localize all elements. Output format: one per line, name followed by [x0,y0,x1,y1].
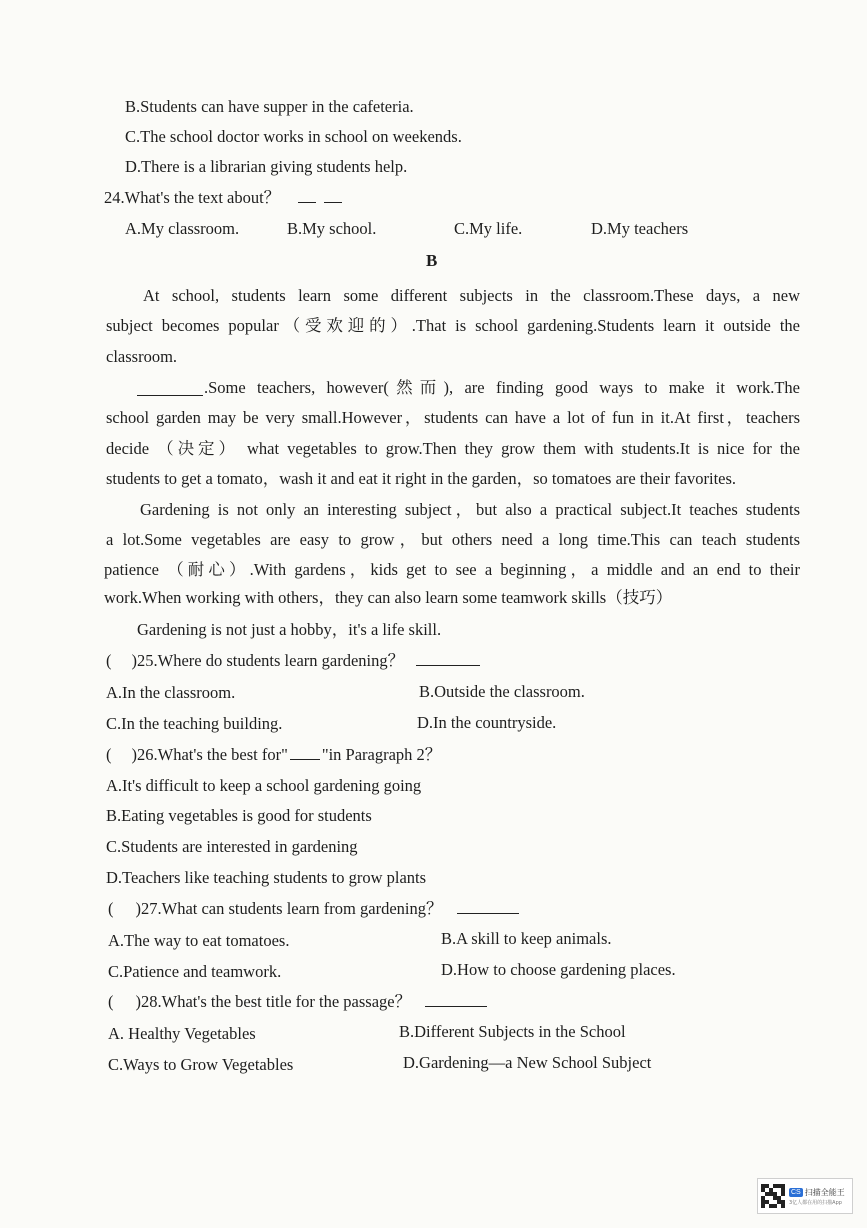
q26-option-d: D.Teachers like teaching students to grow plants [106,868,427,887]
q27-option-b: B.A skill to keep animals. [441,929,612,948]
answer-blank [425,992,487,1007]
q28-option-d: D.Gardening—a New School Subject [403,1053,652,1072]
q27-option-c: C.Patience and teamwork. [108,962,282,981]
passage-p2-line2: school garden may be very small.However，students can have a lot of fun in it.At first，teachers [106,408,800,427]
q25-stem-text: )25.Where do students learn gardening？ [131,651,405,670]
passage-p3-line2: a lot.Some vegetables are easy to grow，but others need a long time.This can teach students [106,530,800,549]
q24-option-a: A.My classroom. [125,219,240,238]
passage-p2-line3: decide （决定） what vegetables to grow.Then they grow them with students.It is nice for the [106,439,800,458]
q26-option-b: B.Eating vegetables is good for students [106,806,372,825]
q24-stem [104,188,342,208]
q28-stem [108,992,487,1012]
passage-p3-line1: Gardening is not only an interesting subject，but also a practical subject.It teaches students [140,500,800,519]
q27-stem-text: )27.What can students learn from gardening？ [135,899,443,918]
q27-option-a: A.The way to eat tomatoes. [108,931,290,950]
passage-p2-line1: .Some teachers, however(然而), are finding good ways to make it work.The [204,378,800,397]
q26-stem-text: )26.What's the best for" [131,745,288,764]
passage-p4-line1: Gardening is not just a hobby，it's a life skill. [137,620,442,639]
paragraph-blank [137,381,203,396]
qr-code-icon [761,1184,785,1208]
passage-p2-line4: students to get a tomato，wash it and eat it right in the garden，so tomatoes are their favorites. [106,469,737,488]
q24-stem-text: 24.What's the text about？ [104,188,281,207]
q26-option-c: C.Students are interested in gardening [106,837,358,856]
passage-p3-line3: patience （耐心）.With gardens，kids get to see a beginning，a middle and an end to their [104,560,800,579]
answer-paren: ( [106,745,112,764]
q27-stem [108,899,519,919]
q25-option-c: C.In the teaching building. [106,714,283,733]
scanner-watermark [757,1178,853,1214]
answer-paren: ( [106,651,112,670]
q24-option-d: D.My teachers [591,219,689,238]
q25-option-b: B.Outside the classroom. [419,682,585,701]
q26-option-a: A.It's difficult to keep a school gardening going [106,776,422,795]
q25-option-a: A.In the classroom. [106,683,236,702]
passage-p1-line1: At school, students learn some different subjects in the classroom.These days, a new [143,286,800,305]
q23-option-b: B.Students can have supper in the cafeteria. [125,97,414,116]
q23-option-d: D.There is a librarian giving students help. [125,157,408,176]
scanner-brand: 扫描全能王 [804,1187,845,1197]
q28-stem-text: )28.What's the best title for the passage？ [135,992,412,1011]
answer-blank [290,745,320,760]
q23-option-c: C.The school doctor works in school on weekends. [125,127,462,146]
passage-p3-line4: work.When working with others，they can also learn some teamwork skills（技巧） [104,588,673,607]
answer-blank [324,188,342,203]
q25-option-d: D.In the countryside. [417,713,557,732]
q26-stem-tail: "in Paragraph 2？ [321,745,442,764]
q26-stem [106,745,441,765]
q24-option-c: C.My life. [454,219,523,238]
answer-blank [416,651,480,666]
q24-option-b: B.My school. [287,219,377,238]
q25-stem [106,651,480,671]
q27-option-d: D.How to choose gardening places. [441,960,676,979]
section-b-heading: B [426,251,438,270]
answer-paren: ( [108,899,114,918]
answer-paren: ( [108,992,114,1011]
q28-option-a: A. Healthy Vegetables [108,1024,256,1043]
passage-p1-line3: classroom. [106,347,178,366]
q28-option-c: C.Ways to Grow Vegetables [108,1055,294,1074]
scanner-logo: CS [791,1188,801,1196]
answer-blank [298,188,316,203]
answer-blank [457,899,519,914]
passage-p1-line2: subject becomes popular（受欢迎的）.That is school gardening.Students learn it outside the [106,316,800,335]
scanner-tagline: 3亿人都在用的扫描App [789,1199,842,1206]
q28-option-b: B.Different Subjects in the School [399,1022,626,1041]
